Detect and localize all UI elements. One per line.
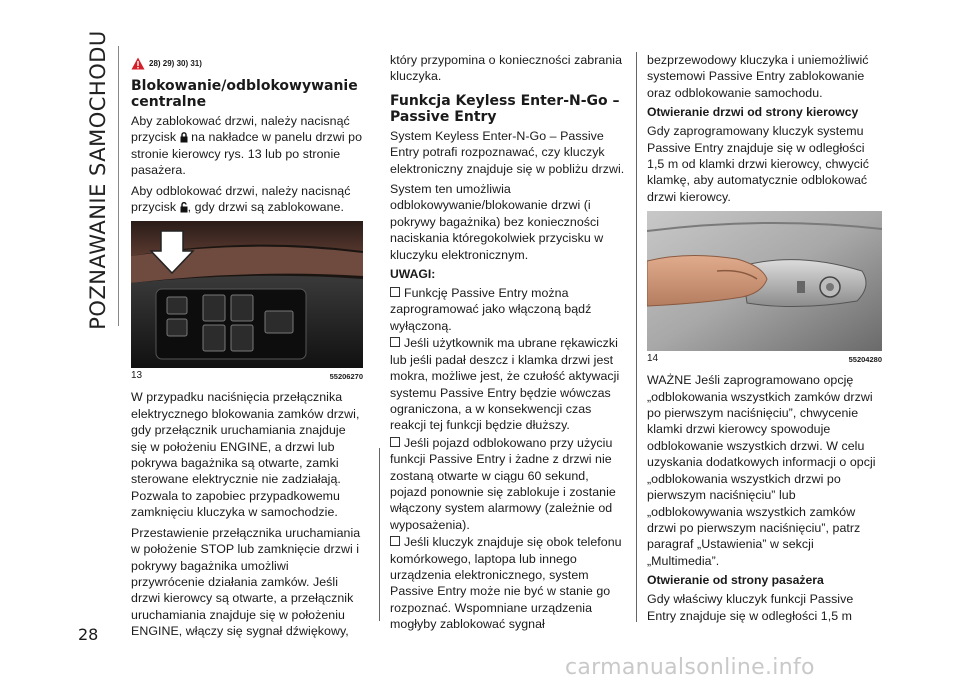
section-heading-central-locking: Blokowanie/odblokowywanie centralne	[131, 78, 358, 110]
column-1	[131, 52, 363, 644]
subheading-passenger-door: Otwieranie od strony pasażera	[647, 573, 824, 588]
figure-number: 13	[131, 370, 143, 382]
column-divider	[636, 52, 637, 622]
figure-door-panel-switches	[131, 221, 363, 368]
paragraph-stop-position: Przestawienie przełącznika uruchamiania w położenie STOP lub zamknięcie drzwi i pokrywy bagażnika umożliwi przywrócenie działania zamków. Jeśli drzwi kierowcy są otwarte, a przełącznik uruchamiania znajduje się w położeniu ENGINE, włączy się sygnał dźwiękowy,	[131, 525, 361, 639]
sidebar-rule	[118, 46, 119, 326]
checkbox-bullet-icon	[390, 437, 400, 447]
subheading-driver-door: Otwieranie drzwi od strony kierowcy	[647, 105, 859, 120]
section-heading-keyless: Funkcja Keyless Enter-N-Go – Passive Entry	[390, 92, 620, 125]
door-handle-illustration	[647, 211, 882, 351]
paragraph-lock: Aby zablokować drzwi, należy nacisnąć przycisk na nakładce w panelu drzwi po stronie kierowcy rys. 13 lub po stronie pasażera.	[131, 114, 363, 178]
note-item: Funkcję Passive Entry można zaprogramować jako włączoną bądź wyłączoną.	[390, 286, 592, 333]
paragraph-continuation: który przypomina o konieczności zabrania kluczyka.	[390, 53, 623, 84]
paragraph-unlock: Aby odblokować drzwi, należy nacisnąć przycisk , gdy drzwi są zablokowane.	[131, 183, 351, 215]
note-item: Jeśli użytkownik ma ubrane rękawiczki lub jeśli padał deszcz i klamka drzwi jest mokra, możliwe jest, że czułość aktywacji systemu Passive Entry będzie wówczas ograniczona, a w konsekwencji czas reakcji tej funkcji będzie dłuższy.	[390, 336, 620, 433]
figure-code: 55206270	[329, 372, 363, 382]
paragraph-keyless-intro: System Keyless Enter-N-Go – Passive Entry potrafi rozpoznawać, czy kluczyk elektroniczny znajduje się w pobliżu drzwi.	[390, 128, 625, 176]
checkbox-bullet-icon	[390, 337, 400, 347]
sidebar-chapter-title: POZNAWANIE SAMOCHODU	[86, 30, 110, 330]
note-item: Jeśli kluczyk znajduje się obok telefonu komórkowego, laptopa lub innego urządzenia elektronicznego, system Passive Entry może nie być w stanie go rozpoznać. Wspomniane urządzenia mogłyby zablokować sygnał	[390, 535, 622, 632]
paragraph-keyless-system: System ten umożliwia odblokowywanie/blokowanie drzwi (i pokrywy bagażnika) bez konieczności naciskania któregokolwiek przycisku w kluczyku elektronicznym.	[390, 182, 604, 262]
figure-number: 14	[647, 353, 659, 365]
paragraph-engine-position: W przypadku naciśnięcia przełącznika elektrycznego blokowania zamków drzwi, gdy przełącznik uruchamiania znajduje się w położeniu ENGINE, a drzwi lub pokrywa bagażnika są otwarte, zamki sterowane elektrycznie nie zadziałają. Pozwala to zapobiec przypadkowemu zamknięciu kluczyka w samochodzie.	[131, 390, 360, 520]
figure-door-handle	[647, 211, 882, 351]
checkbox-bullet-icon	[390, 287, 400, 297]
note-item: Jeśli pojazd odblokowano przy użyciu funkcji Passive Entry i żadne z drzwi nie zostaną otwarte w ciągu 60 sekund, pojazd ponownie się zablokuje i zostanie włączony system alarmowy (zależnie od wyposażenia).	[390, 435, 616, 532]
paragraph-driver-door: Gdy zaprogramowany kluczyk systemu Passive Entry znajduje się w odległości 1,5 m od klamki drzwi kierowcy, chwycić klamkę, aby automatycznie odblokować drzwi kierowcy.	[647, 124, 870, 204]
checkbox-bullet-icon	[390, 536, 400, 546]
unlock-icon	[180, 202, 188, 213]
paragraph-continuation: bezprzewodowy kluczyka i uniemożliwić systemowi Passive Entry zablokowanie oraz odblokowanie samochodu.	[647, 53, 869, 100]
column-2	[390, 52, 628, 634]
warning-references	[131, 57, 363, 70]
figure-code: 55204280	[848, 355, 882, 365]
lock-icon	[180, 132, 188, 143]
column-3	[647, 52, 882, 628]
paragraph-passenger-door: Gdy właściwy kluczyk funkcji Passive Entry znajduje się w odległości 1,5 m	[647, 592, 854, 623]
notes-heading: UWAGI:	[390, 267, 436, 282]
paragraph-important: WAŻNE Jeśli zaprogramowano opcję „odblokowania wszystkich zamków drzwi po pierwszym naciśnięciu”, chwycenie klamki drzwi kierowcy spowoduje odblokowanie wszystkich drzwi. W celu uzyskania dodatkowych informacji o opcji „odblokowania wszystkich drzwi po pierwszym naciśnięciu” lub „odblokowywania wszystkich zamków drzwi po pierwszym naciśnięciu”, patrz paragraf „Ustawienia” w sekcji „Multimedia”.	[647, 373, 876, 568]
warning-refs-text: 28) 29) 30) 31)	[149, 59, 202, 68]
figure-14-caption	[647, 353, 882, 364]
column-divider	[379, 448, 380, 621]
figure-13-caption	[131, 370, 363, 381]
door-panel-illustration	[131, 221, 363, 368]
watermark: carmanualsonline.info	[565, 655, 815, 680]
page-number: 28	[78, 625, 99, 644]
warning-triangle-icon	[131, 57, 145, 70]
